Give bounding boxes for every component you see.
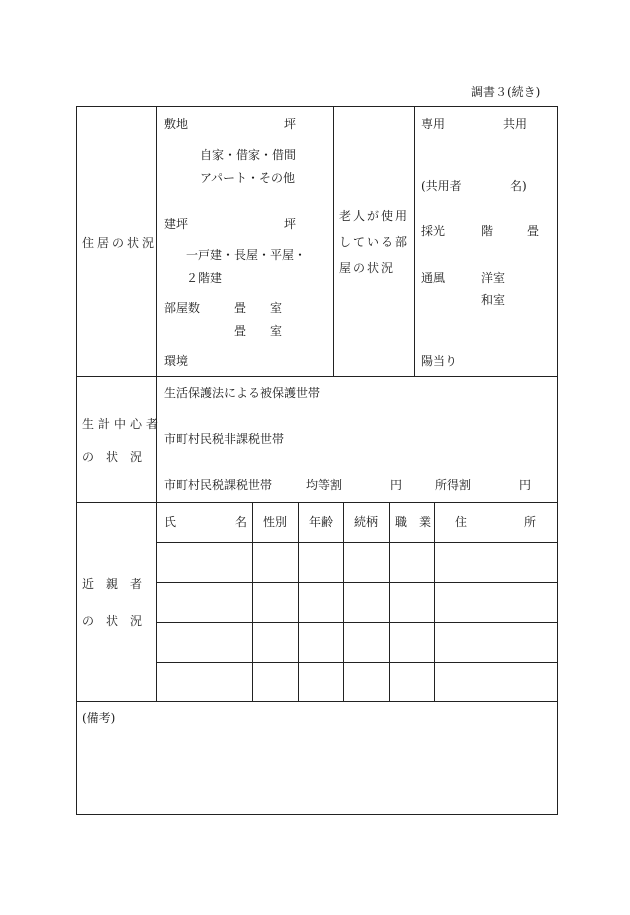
divider-relatives-remarks [76,701,557,702]
income-levy-yen-unit: 円 [519,478,532,492]
co-user-label: (共用者 [421,179,462,193]
room-count-label: 部屋数 [164,301,201,315]
remarks-label: (備考) [82,711,116,725]
site-unit: 坪 [284,117,297,131]
col-header-occupation: 職 業 [395,515,432,529]
relatives-section-label-2: の 状 況 [82,614,143,628]
income-levy-label: 所得割 [435,478,472,492]
elder-room-label-1: 老人が使用 [339,209,410,223]
relatives-col-line-3 [343,502,344,702]
relatives-col-line-5 [434,502,435,702]
relatives-col-line-2 [298,502,299,702]
divider-livelihood-relatives [76,502,557,503]
mat-unit-1: 畳 [234,301,247,315]
relative-name-cell[interactable] [157,663,251,700]
livelihood-section-label-1: 生計中心者 [82,417,163,431]
per-capita-yen-unit: 円 [390,478,403,492]
ventilation-label: 通風 [421,271,446,285]
shared-use-label: 共用 [503,117,528,131]
elder-room-label-3: 屋の状況 [339,261,396,275]
building-type-options-2: ２階建 [186,271,223,285]
housing-col-line-2 [414,106,415,377]
relative-name-cell[interactable] [157,583,251,621]
co-user-unit: 名) [510,179,527,193]
relative-name-cell[interactable] [157,543,251,581]
col-header-address-b: 所 [524,515,537,529]
building-area-label: 建坪 [164,217,189,231]
per-capita-levy-label: 均等割 [306,478,343,492]
col-header-age: 年齢 [309,515,334,529]
form-frame [76,106,558,815]
livelihood-section-label-2: の 状 況 [82,450,143,464]
remarks-area[interactable] [77,730,555,812]
room-unit-1: 室 [270,301,283,315]
building-area-unit: 坪 [284,217,297,231]
ownership-options-2: アパート・その他 [200,171,296,185]
col-header-sex: 性別 [263,515,288,529]
exclusive-use-label: 専用 [421,117,446,131]
col-header-name-a: 氏 [164,515,177,529]
relative-name-cell[interactable] [157,623,251,661]
relatives-section-label-1: 近 親 者 [82,577,143,591]
col-header-relation: 続柄 [354,515,379,529]
japanese-room-label: 和室 [481,293,506,307]
col-header-name-b: 名 [235,515,248,529]
sunlight-label: 陽当り [421,354,458,368]
lighting-label: 採光 [421,224,446,238]
lighting-mat-unit: 畳 [527,224,540,238]
elder-room-label-2: している部 [339,235,410,249]
building-type-options-1: 一戸建・長屋・平屋・ [186,248,307,262]
room-unit-2: 室 [270,324,283,338]
housing-section-label: 住居の状況 [82,236,158,250]
environment-label: 環境 [164,354,189,368]
nontaxable-household-option: 市町村民税非課税世帯 [164,432,285,446]
ownership-options-1: 自家・借家・借間 [200,148,297,162]
document-label: 調書３(続き) [471,85,541,99]
taxable-household-option: 市町村民税課税世帯 [164,478,273,492]
housing-col-line-1 [333,106,334,377]
site-label: 敷地 [164,117,189,131]
col-header-address-a: 住 [455,515,468,529]
divider-housing-livelihood [76,376,557,377]
mat-unit-2: 畳 [234,324,247,338]
relatives-col-line-1 [252,502,253,702]
western-room-label: 洋室 [481,271,506,285]
floor-unit: 階 [481,224,494,238]
relatives-col-line-4 [389,502,390,702]
welfare-household-option: 生活保護法による被保護世帯 [164,386,321,400]
